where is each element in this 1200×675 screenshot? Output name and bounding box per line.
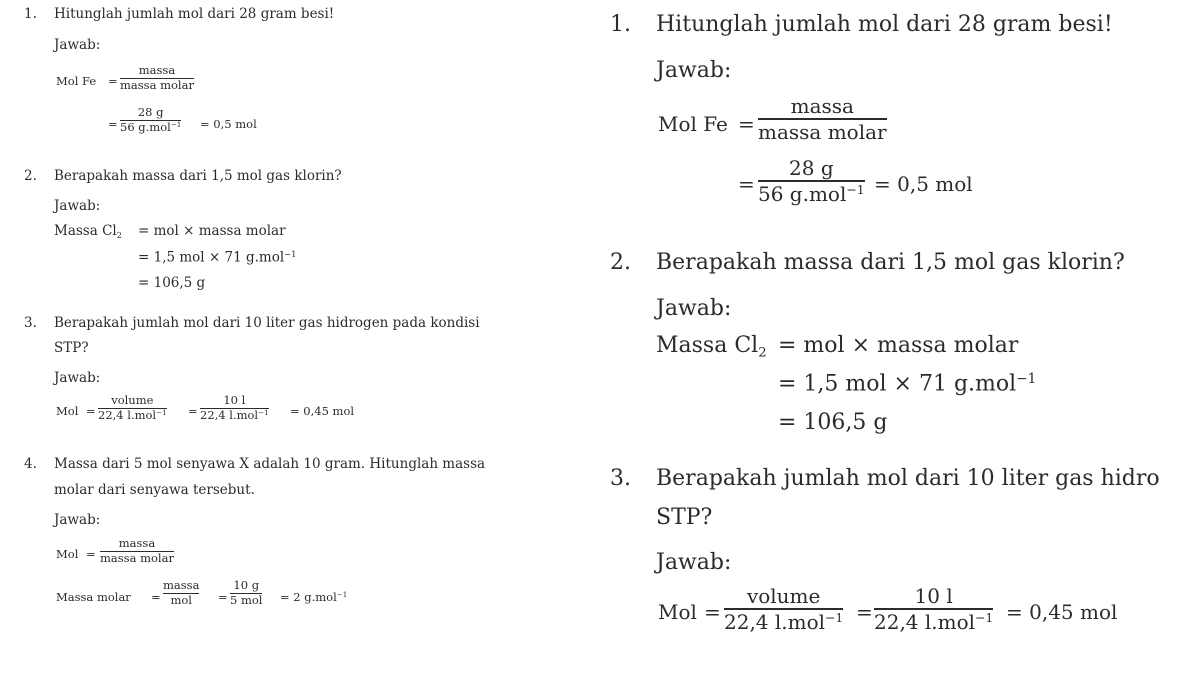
zoom-q2-question: Berapakah massa dari 1,5 mol gas klorin? — [656, 250, 1125, 275]
zoom-q2-line2-exp: −1 — [1016, 371, 1037, 387]
q2-massa-cl-label — [54, 223, 122, 240]
zoom-q1-fraction-massa — [758, 94, 887, 144]
q2-number: 2. — [24, 168, 37, 184]
zoom-q3-number: 3. — [610, 466, 631, 491]
zoom-q1-result: = 0,5 mol — [874, 172, 973, 196]
zoom-q1-frac2-den-exp: −1 — [846, 181, 865, 197]
zoom-q3-answer-label: Jawab: — [656, 550, 732, 575]
zoom-q2-cl-subscript: 2 — [758, 345, 767, 361]
q1-fraction-massa — [120, 64, 194, 93]
right-document-panel-zoomed — [598, 0, 1200, 675]
q4-question-line1: Massa dari 5 mol senyawa X adalah 10 gram. Hitunglah massa — [54, 456, 486, 472]
zoom-q2-massa-cl-label — [656, 333, 767, 361]
q4-frac-numerator: massa — [118, 536, 156, 550]
q2-line3: = 106,5 g — [138, 275, 206, 291]
q3-frac2-denominator — [200, 409, 269, 423]
zoom-q1-answer-label: Jawab: — [656, 58, 732, 83]
q4-answer-label: Jawab: — [54, 512, 101, 528]
zoom-q3-equals: = — [704, 600, 721, 624]
q2-line1: = mol × massa molar — [138, 223, 286, 239]
q4-result-exp: −1 — [336, 590, 348, 600]
q4-mol-label: Mol — [56, 547, 79, 561]
q2-line2-exp: −1 — [284, 249, 297, 259]
zoom-q2-number: 2. — [610, 250, 631, 275]
q4-frac2-numerator: massa — [163, 578, 200, 592]
zoom-q1-frac2-numerator: 28 g — [789, 156, 834, 180]
q3-question-line1: Berapakah jumlah mol dari 10 liter gas hidrogen pada kondisi — [54, 315, 480, 331]
q1-question: Hitunglah jumlah mol dari 28 gram besi! — [54, 6, 335, 22]
q1-equals: = — [108, 74, 118, 88]
zoom-q3-frac2-numerator: 10 l — [914, 584, 953, 608]
q3-frac2-den-exp: −1 — [258, 407, 269, 417]
q2-massa-cl-text: Massa Cl — [54, 223, 117, 239]
q4-frac2-denominator: mol — [170, 592, 192, 607]
zoom-q3-mol-label: Mol — [658, 600, 697, 624]
zoom-q1-mol-fe-label: Mol Fe — [658, 112, 728, 136]
zoom-q1-fraction-values — [758, 156, 865, 206]
q2-cl-subscript: 2 — [116, 229, 122, 240]
q4-number: 4. — [24, 456, 37, 472]
zoom-q1-frac2-denominator — [758, 182, 865, 206]
q4-fraction-massa-mol — [163, 579, 199, 608]
zoom-q3-question-line2: STP? — [656, 505, 713, 530]
panel-separator — [592, 0, 596, 675]
q1-frac-denominator: massa molar — [120, 77, 194, 92]
q3-question-line2: STP? — [54, 340, 89, 356]
q4-equals: = — [86, 547, 96, 561]
zoom-q1-number: 1. — [610, 12, 631, 37]
left-document-panel — [0, 0, 590, 675]
zoom-q3-question-line1: Berapakah jumlah mol dari 10 liter gas hidro — [656, 466, 1160, 491]
zoom-q3-frac-den-exp: −1 — [825, 609, 844, 625]
zoom-q3-frac2-den-exp: −1 — [975, 609, 994, 625]
zoom-q1-equals-2: = — [738, 172, 755, 196]
zoom-q1-frac-numerator: massa — [790, 94, 854, 118]
q3-fraction-values — [200, 394, 269, 423]
q3-fraction-volume — [98, 394, 167, 423]
q3-equals: = — [86, 404, 96, 418]
q1-frac2-numerator: 28 g — [137, 105, 164, 119]
q3-mol-label: Mol — [56, 404, 79, 418]
q4-equals-3: = — [218, 590, 228, 604]
q4-fraction-values — [230, 579, 262, 608]
q4-equals-2: = — [151, 590, 161, 604]
q1-frac2-denominator — [120, 121, 181, 135]
q4-fraction-massa — [100, 537, 174, 566]
zoom-q3-frac-numerator: volume — [746, 584, 821, 608]
zoom-q2-massa-cl-text: Massa Cl — [656, 333, 759, 358]
zoom-q3-equals-2: = — [856, 600, 873, 624]
q4-frac-denominator: massa molar — [100, 550, 174, 565]
q3-frac2-numerator: 10 l — [223, 393, 246, 407]
q1-equals-2: = — [108, 117, 118, 131]
q1-frac2-den-base: 56 g.mol — [120, 119, 171, 134]
q3-equals-2: = — [188, 404, 198, 418]
zoom-q2-line2 — [778, 371, 1036, 397]
zoom-q1-question: Hitunglah jumlah mol dari 28 gram besi! — [656, 12, 1113, 37]
q1-fraction-values — [120, 106, 181, 135]
q3-frac-numerator: volume — [111, 393, 154, 407]
zoom-q1-frac2-den-base: 56 g.mol — [758, 181, 847, 206]
zoom-q3-frac-denominator — [724, 610, 843, 634]
zoom-q3-frac2-denominator — [874, 610, 993, 634]
q1-result: = 0,5 mol — [200, 117, 257, 131]
q3-frac2-den-base: 22,4 l.mol — [200, 407, 259, 422]
q4-question-line2: molar dari senyawa tersebut. — [54, 482, 255, 498]
q3-frac-den-exp: −1 — [156, 407, 167, 417]
q2-line2 — [138, 249, 296, 266]
zoom-q3-result: = 0,45 mol — [1006, 600, 1118, 624]
q2-line2-base: = 1,5 mol × 71 g.mol — [138, 249, 285, 266]
q3-number: 3. — [24, 315, 37, 331]
q4-massa-molar-label: Massa molar — [56, 590, 131, 604]
zoom-q1-frac-denominator: massa molar — [758, 119, 887, 144]
zoom-q3-frac-den-base: 22,4 l.mol — [724, 609, 826, 634]
q2-answer-label: Jawab: — [54, 198, 101, 214]
q4-result-base: = 2 g.mol — [280, 590, 337, 604]
q3-frac-denominator — [98, 409, 167, 423]
zoom-q2-line1: = mol × massa molar — [778, 333, 1019, 358]
q1-mol-fe-label: Mol Fe — [56, 74, 97, 88]
zoom-q2-line3: = 106,5 g — [778, 410, 888, 435]
q1-frac2-den-exp: −1 — [170, 119, 182, 129]
q4-frac3-denominator: 5 mol — [230, 592, 263, 607]
q1-frac-numerator: massa — [138, 63, 176, 77]
zoom-q3-fraction-volume — [724, 584, 843, 634]
zoom-q3-fraction-values — [874, 584, 993, 634]
q2-question: Berapakah massa dari 1,5 mol gas klorin? — [54, 168, 342, 184]
q3-result: = 0,45 mol — [290, 404, 355, 418]
q3-answer-label: Jawab: — [54, 370, 101, 386]
zoom-q2-answer-label: Jawab: — [656, 296, 732, 321]
q4-frac3-numerator: 10 g — [233, 578, 260, 592]
zoom-q3-frac2-den-base: 22,4 l.mol — [874, 609, 976, 634]
zoom-q2-line2-base: = 1,5 mol × 71 g.mol — [778, 371, 1017, 397]
q3-frac-den-base: 22,4 l.mol — [98, 407, 157, 422]
zoom-q1-equals: = — [738, 112, 755, 136]
q1-number: 1. — [24, 6, 37, 22]
q4-result — [280, 590, 347, 604]
q1-answer-label: Jawab: — [54, 37, 101, 53]
